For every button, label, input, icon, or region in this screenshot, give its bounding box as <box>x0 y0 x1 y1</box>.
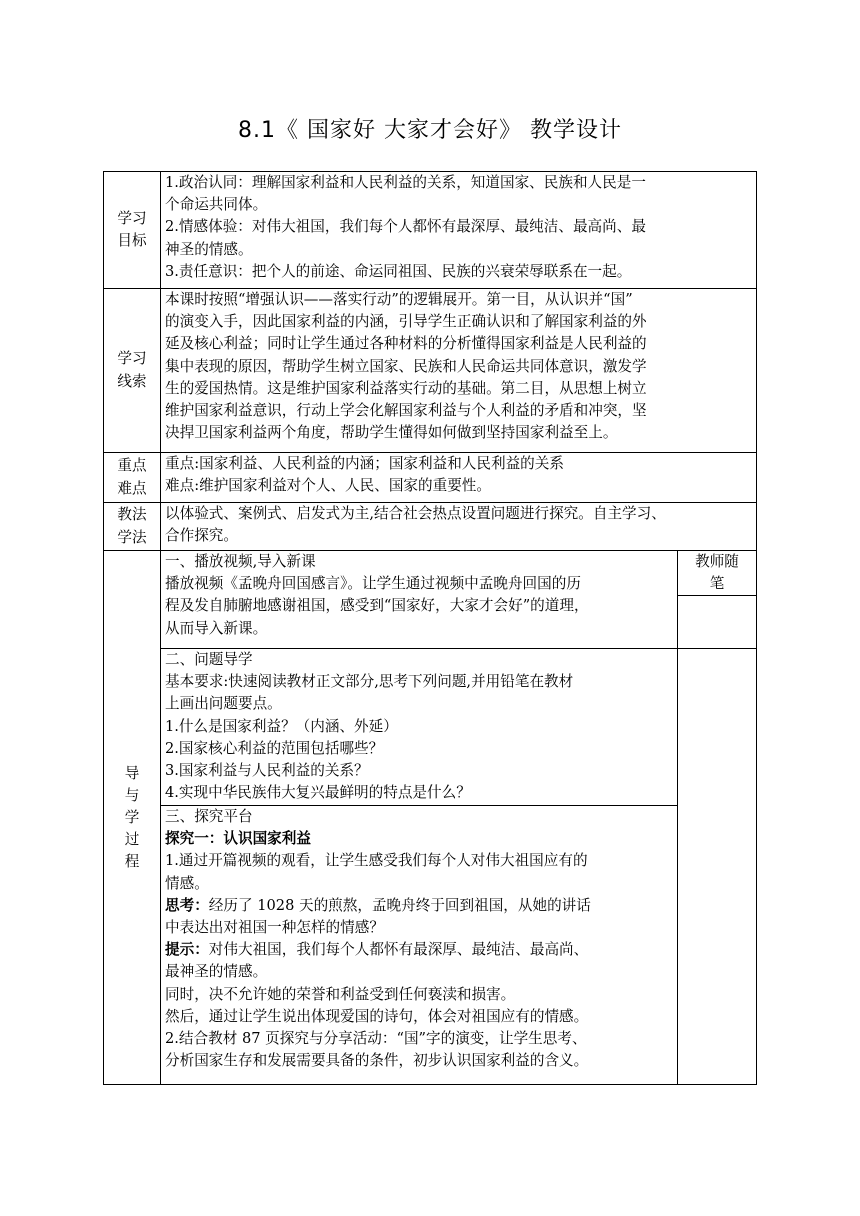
hint-line-5: 2.结合教材 87 页探究与分享活动：“国”字的演变，让学生思考、 <box>165 1030 587 1048</box>
think-line-2: 中表达出对祖国一种怎样的情感？ <box>165 919 384 937</box>
text-line: 维护国家利益意识，行动上学会化解国家利益与个人利益的矛盾和冲突，坚 <box>165 402 647 420</box>
label-line: 教师随 <box>695 553 739 570</box>
text-line: 神圣的情感。 <box>165 240 253 258</box>
clue-content <box>161 289 757 453</box>
keypoints-row <box>104 453 757 503</box>
keypoints-lines <box>165 453 752 497</box>
teacher-notes-body <box>678 649 757 1085</box>
process-section1-row <box>104 551 757 649</box>
section3-item1-lines <box>165 850 673 894</box>
think-line-1 <box>165 895 673 917</box>
section1-lines <box>165 573 673 640</box>
text-line: 2.情感体验：对伟大祖国，我们每个人都怀有最深厚、最纯洁、最高尚、最 <box>165 218 646 236</box>
section3-heading: 三、探究平台 <box>165 808 253 825</box>
label-line: 教法 <box>117 506 147 524</box>
goals-label <box>104 172 161 289</box>
text-line: 上画出问题要点。 <box>165 695 282 713</box>
label-line: 目标 <box>117 232 147 249</box>
label-line: 学 <box>124 808 140 826</box>
text-line: 集中表现的原因，帮助学生树立国家、民族和人民命运共同体意识，激发学 <box>165 357 647 375</box>
section1-heading: 一、播放视频,导入新课 <box>165 553 316 570</box>
text-line: 2.国家核心利益的范围包括哪些？ <box>165 739 384 757</box>
keypoints-label-text <box>106 455 158 499</box>
goals-content <box>161 172 757 289</box>
teacher-notes-header-text <box>678 551 756 595</box>
hint-line-1 <box>165 939 673 961</box>
text-line: 的演变入手，因此国家利益的内涵，引导学生正确认识和了解国家利益的外 <box>165 313 647 331</box>
text-line: 1.政治认同：理解国家利益和人民利益的关系，知道国家、民族和人民是一 <box>165 174 646 191</box>
section1-content <box>161 551 678 649</box>
text-line: 3.责任意识：把个人的前途、命运同祖国、民族的兴衰荣辱联系在一起。 <box>165 262 632 280</box>
section2-heading: 二、问题导学 <box>165 651 253 668</box>
methods-lines <box>165 503 752 547</box>
text-line: 情感。 <box>165 874 209 892</box>
hint-line-3: 同时，决不允许她的荣誉和利益受到任何亵渎和损害。 <box>165 985 516 1003</box>
label-line: 难点 <box>117 479 147 497</box>
text-line: 从而导入新课。 <box>165 619 268 637</box>
hint-line-6: 分析国家生存和发展需要具备的条件，初步认识国家利益的含义。 <box>165 1052 589 1070</box>
text-line: 1.什么是国家利益？（内涵、外延） <box>165 717 398 735</box>
label-line: 学习 <box>117 209 147 227</box>
text-line: 程及发自肺腑地感谢祖国，感受到“国家好，大家才会好”的道理， <box>165 597 589 615</box>
label-line: 学习 <box>117 350 147 368</box>
think-text-1: 经历了 1028 天的煎熬，孟晚舟终于回到祖国，从她的讲话 <box>208 896 591 914</box>
label-line: 学法 <box>117 528 147 546</box>
methods-label <box>104 503 161 551</box>
text-line: 播放视频《孟晚舟回国感言》。让学生通过视频中孟晚舟回国的历 <box>165 575 581 593</box>
goals-lines <box>165 172 752 283</box>
text-line: 4.实现中华民族伟大复兴最鲜明的特点是什么？ <box>165 784 471 802</box>
text-line: 本课时按照“增强认识——落实行动”的逻辑展开。第一目，从认识并“国” <box>165 291 633 308</box>
label-line: 重点 <box>117 457 147 475</box>
keypoints-content <box>161 453 757 503</box>
label-line: 笔 <box>709 575 725 593</box>
clue-label-text <box>106 348 158 392</box>
teacher-notes-cell <box>678 551 757 649</box>
methods-row <box>104 503 757 551</box>
label-line: 线索 <box>117 372 147 390</box>
label-line: 与 <box>124 786 140 804</box>
methods-content <box>161 503 757 551</box>
clue-label <box>104 289 161 453</box>
text-line: 1.通过开篇视频的观看，让学生感受我们每个人对伟大祖国应有的 <box>165 852 588 870</box>
clue-lines <box>165 289 752 444</box>
think-label: 思考： <box>165 896 209 914</box>
teacher-notes-header <box>678 551 756 596</box>
hint-line-4: 然后，通过让学生说出体现爱国的诗句，体会对祖国应有的情感。 <box>165 1007 589 1025</box>
goals-row <box>104 172 757 289</box>
text-line: 生的爱国热情。这是维护国家利益落实行动的基础。第二目，从思想上树立 <box>165 379 647 397</box>
text-line: 基本要求:快速阅读教材正文部分,思考下列问题,并用铅笔在教材 <box>165 673 574 691</box>
label-line: 导 <box>124 764 140 782</box>
process-label-text <box>104 763 160 873</box>
goals-label-text <box>106 208 158 252</box>
process-label <box>104 551 161 1085</box>
hint-text-1: 对伟大祖国，我们每个人都怀有最深厚、最纯洁、最高尚、 <box>208 941 589 959</box>
section2-lines <box>165 671 673 804</box>
document-title: 8.1《 国家好 大家才会好》 教学设计 <box>238 118 622 143</box>
hint-label: 提示： <box>165 941 209 959</box>
keypoints-label <box>104 453 161 503</box>
text-line: 重点:国家利益、人民利益的内涵；国家利益和人民利益的关系 <box>165 455 564 472</box>
clue-row <box>104 289 757 453</box>
section3-subheading: 探究一：认识国家利益 <box>165 830 311 848</box>
hint-line-2: 最神圣的情感。 <box>165 963 268 981</box>
section2-content <box>161 649 678 806</box>
text-line: 合作探究。 <box>165 527 238 545</box>
label-line: 程 <box>124 852 140 870</box>
section3-content <box>161 806 678 1085</box>
process-section3-row <box>104 806 757 1085</box>
text-line: 决捍卫国家利益两个角度，帮助学生懂得如何做到坚持国家利益至上。 <box>165 424 618 442</box>
process-section2-row <box>104 649 757 806</box>
text-line: 以体验式、案例式、启发式为主,结合社会热点设置问题进行探究。自主学习、 <box>165 505 666 522</box>
text-line: 延及核心利益；同时让学生通过各种材料的分析懂得国家利益是人民利益的 <box>165 335 647 353</box>
text-line: 个命运共同体。 <box>165 196 268 214</box>
lesson-plan-table <box>103 171 757 1085</box>
methods-label-text <box>106 504 158 548</box>
label-line: 过 <box>124 830 140 848</box>
text-line: 3.国家利益与人民利益的关系？ <box>165 762 369 780</box>
text-line: 难点:维护国家利益对个人、人民、国家的重要性。 <box>165 477 491 495</box>
